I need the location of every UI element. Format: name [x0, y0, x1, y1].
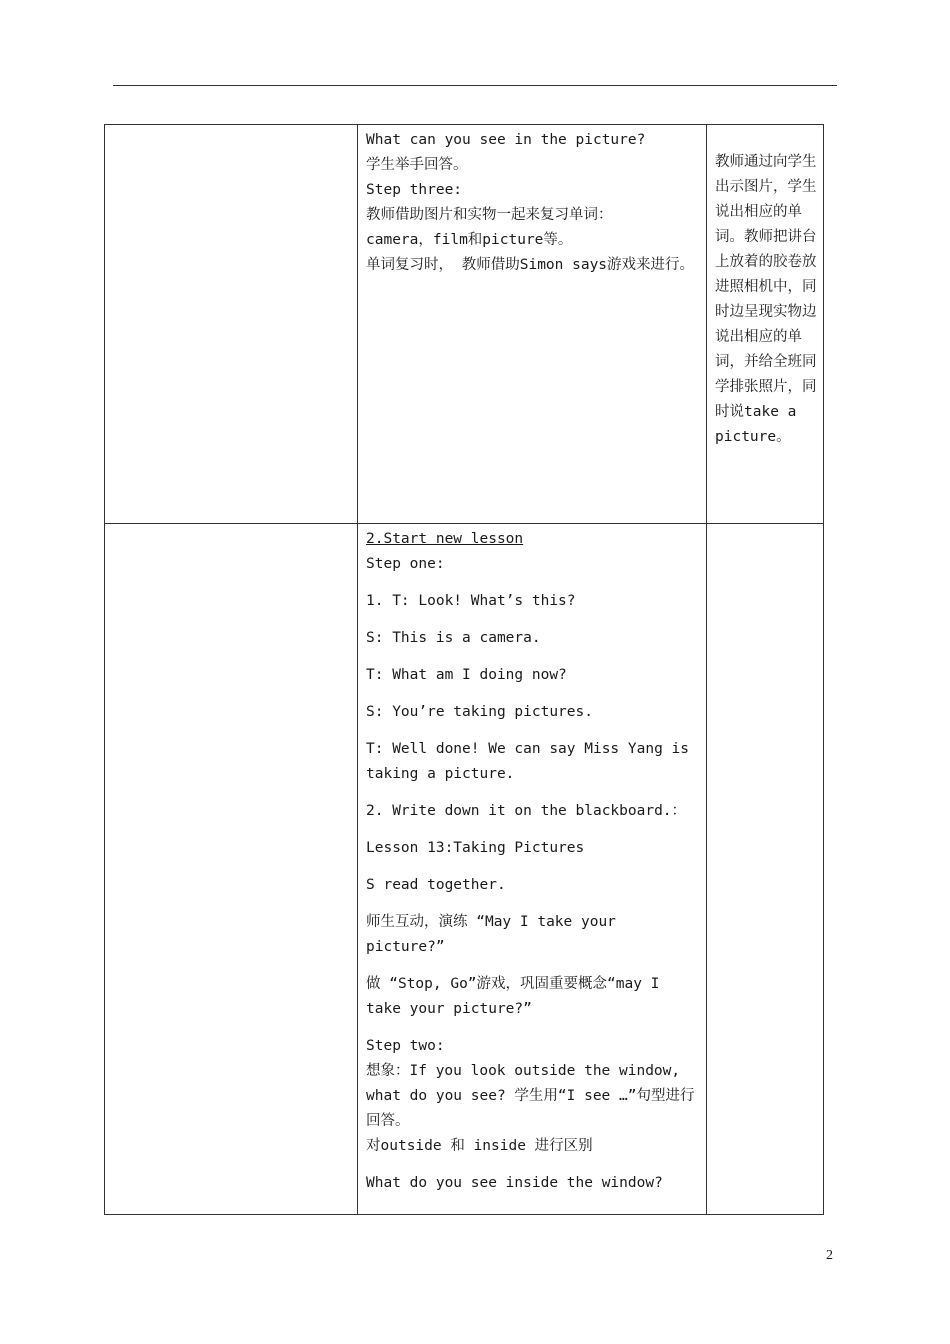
activity-cell — [358, 524, 707, 1215]
page-number: 2 — [826, 1248, 833, 1263]
dialogue-line: T: What am I doing now? — [366, 667, 567, 683]
dialogue-line: S read together. — [366, 877, 506, 893]
text-line: 对outside 和 inside 进行区别 — [366, 1138, 593, 1154]
text-line: camera，film和picture等。 — [366, 232, 573, 248]
table-row — [105, 125, 824, 524]
dialogue-line: S: You’re taking pictures. — [366, 704, 593, 720]
empty-cell — [105, 524, 358, 1215]
dialogue-line: S: This is a camera. — [366, 630, 541, 646]
header-rule — [113, 85, 837, 86]
dialogue-line: 做 “Stop, Go”游戏，巩固重要概念“may I take your picture?” — [366, 976, 660, 1017]
note-cell — [707, 125, 824, 524]
dialogue-line: 师生互动，演练 “May I take your picture?” — [366, 914, 616, 955]
step-label: Step two: — [366, 1038, 445, 1054]
activity-cell — [358, 125, 707, 524]
empty-cell — [105, 125, 358, 524]
text-line: Step three: — [366, 182, 463, 198]
text-line: 单词复习时， 教师借助Simon says游戏来进行。 — [366, 257, 695, 273]
text-line: 想象：If you look outside the window, what do you see? 学生用“I see …”句型进行回答。 — [366, 1063, 695, 1129]
text-line: What do you see inside the window? — [366, 1175, 663, 1191]
step-label: Step one: — [366, 556, 445, 572]
teacher-note: 教师通过向学生出示图片，学生说出相应的单词。教师把讲台上放着的胶卷放进照相机中，同时边呈现实物边说出相应的单词，并给全班同学排张照片，同时说take a picture。 — [715, 154, 817, 445]
section-heading: 2.Start new lesson — [366, 531, 524, 547]
lesson-plan-table — [104, 124, 824, 1215]
table-row — [105, 524, 824, 1215]
text-line: What can you see in the picture? — [366, 132, 646, 148]
text-line: 教师借助图片和实物一起来复习单词： — [366, 207, 613, 223]
note-cell — [707, 524, 824, 1215]
text-line: 学生举手回答。 — [366, 157, 468, 173]
dialogue-line: 2. Write down it on the blackboard.： — [366, 803, 687, 819]
dialogue-line: Lesson 13:Taking Pictures — [366, 840, 585, 856]
dialogue-line: 1. T: Look! What’s this? — [366, 593, 576, 609]
dialogue-line: T: Well done! We can say Miss Yang is taking a picture. — [366, 741, 690, 782]
